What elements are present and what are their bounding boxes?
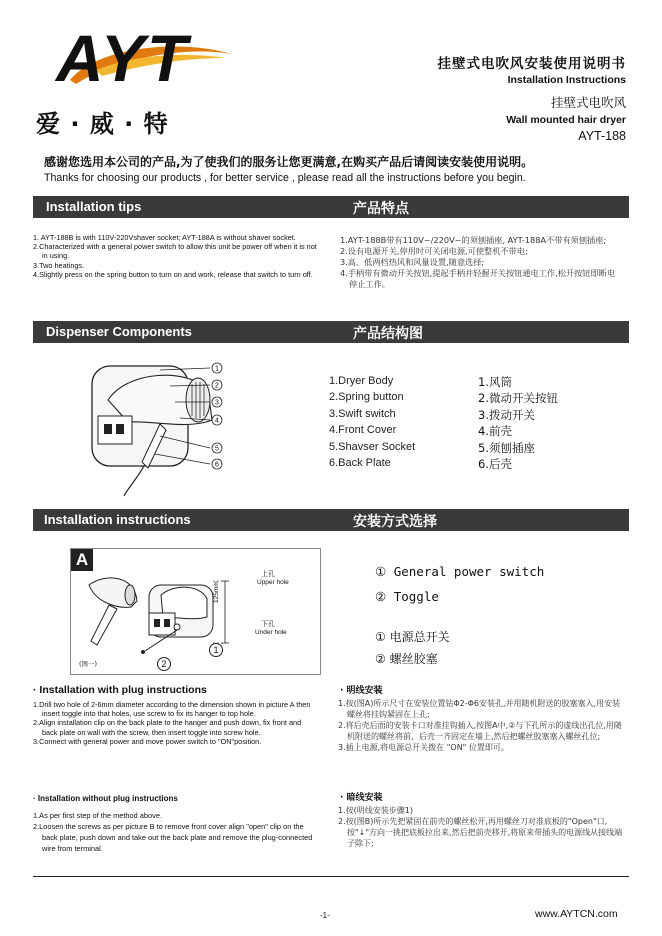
brand-logo	[36, 18, 236, 136]
list-item: 4.手柄带有微动开关按钮,提起手柄并轻握开关按钮通电工作,松开按钮即断电停止工作。	[340, 268, 616, 289]
list-item: 1.按(明线安装步骤1)	[338, 806, 413, 815]
noplug-title-cn: · 暗线安装	[340, 793, 383, 803]
option-item: ① 电源总开关	[375, 630, 450, 644]
page-number: -1-	[320, 911, 330, 920]
list-item: 5.Shavser Socket	[329, 440, 416, 453]
plug-steps-cn	[338, 698, 628, 753]
svg-text:4: 4	[215, 417, 219, 425]
list-item: 3.Two heatings.	[33, 260, 85, 270]
list-item: 2.Align installation clip on the back plate to the hanger and push down, fix front and back plate on wall with the screw, then insert toggle into screw hole.	[33, 718, 302, 737]
title-en: Installation Instructions	[507, 74, 626, 86]
list-item: 3.Connect with general power and move power switch to "ON"position.	[33, 736, 262, 746]
list-item: 6.后壳	[478, 457, 512, 472]
list-item: 1.风筒	[478, 375, 512, 389]
noplug-steps-en	[33, 810, 320, 854]
diagram-a-label: A	[71, 549, 93, 571]
svg-text:3: 3	[215, 399, 219, 407]
list-item: 2.Loosen the screws as per picture B to remove front cover align "open" clip on the back plate, push down and take out the back plate and remove the plug-connected wire from terminal.	[33, 822, 313, 853]
intro-cn: 感谢您选用本公司的产品,为了使我们的服务让您更满意,在购买产品后请阅读安装使用说明。	[44, 155, 534, 169]
list-item: 3.高、低两档热风和风量设置,随意选择;	[340, 257, 485, 267]
figure-caption: (图一)	[79, 660, 98, 668]
section-title-tips-en: Installation tips	[46, 199, 142, 214]
list-item: 1.Drill two hole of 2-6mm diameter according to the dimension shown in picture A then insert toggle into that holes, use screw to fix its hanger to top hole.	[33, 700, 311, 719]
list-item: 2.将后壳后面的安装卡口对准挂钩插入,按图A中,②与下孔所示的虚线出孔位,用随机附送的螺丝将前、后壳一齐固定在墙上,然后把螺丝胶塞塞入螺丝孔位;	[338, 721, 622, 741]
dimension-label: 125mm	[213, 581, 220, 603]
plug-title-cn: · 明线安装	[340, 686, 383, 696]
list-item: 2.Spring button	[329, 391, 404, 404]
list-item: 3.拨动开关	[478, 407, 535, 422]
parts-list-en	[329, 373, 415, 471]
noplug-title-en: · Installation without plug instructions	[33, 794, 178, 803]
list-item: 4.Front Cover	[329, 424, 397, 437]
options-en	[375, 559, 544, 609]
lower-hole-en: Under hole	[255, 629, 287, 636]
tips-cn-list	[340, 235, 620, 290]
product-cn: 挂壁式电吹风	[550, 95, 626, 110]
callout-2: 2	[157, 657, 171, 671]
svg-text:5: 5	[215, 445, 219, 453]
section-title-install-cn: 安装方式选择	[353, 514, 437, 530]
product-en: Wall mounted hair dryer	[506, 114, 626, 126]
list-item: 4.前壳	[478, 424, 512, 439]
list-item: 5.须刨插座	[478, 440, 535, 455]
list-item: 1.按(图A)所示尺寸在安装位置钻Φ2-Φ6安装孔,并用随机附送的胶塞塞入,用安装螺丝将挂钩紧固在上孔;	[338, 699, 621, 719]
plug-steps-en	[33, 700, 313, 746]
section-bar-components	[33, 321, 629, 343]
callout-1: 1	[209, 643, 223, 657]
dryer-installation-drawing	[75, 571, 315, 671]
option-item: ② Toggle	[375, 589, 439, 604]
list-item: 2.Characterized with a general power switch to allow this unit be power off when it is not in using.	[33, 242, 317, 261]
list-item: 1.AYT-188B带有110V~/220V~的须刨插座, AYT-188A不带有须刨插座;	[340, 235, 607, 245]
option-item: ① General power switch	[375, 564, 545, 579]
plug-title-en: · Installation with plug instructions	[33, 684, 207, 696]
list-item: 1. AYT-188B is with 110V-220Vshaver socket; AYT-188A is without shaver socket.	[33, 233, 296, 242]
footer-rule	[33, 876, 629, 877]
list-item: 1.Dryer Body	[329, 375, 394, 387]
logo-wordmark: AYT	[56, 21, 190, 95]
header-block	[326, 52, 626, 143]
svg-text:2: 2	[215, 382, 219, 390]
upper-hole-cn: 上孔	[261, 570, 275, 578]
title-cn: 挂壁式电吹风安装使用说明书	[437, 56, 626, 72]
section-bar-tips	[33, 196, 629, 218]
model-number: AYT-188	[578, 129, 626, 143]
section-title-install-en: Installation instructions	[44, 512, 191, 527]
section-bar-installation	[33, 509, 629, 531]
options-cn	[375, 626, 450, 670]
tips-en-list	[33, 233, 320, 279]
list-item: 2.按(图B)所示先把紧固在前壳的螺丝松开,再用螺丝刀对准底板的"Open"口,按"↓"方向一挑把底板拉出来,然后把前壳移开,将原来带插头的电源线从接线端子除下;	[338, 817, 623, 848]
svg-text:1: 1	[215, 365, 219, 373]
list-item: 4.Slightly press on the spring button to turn on and work, release that switch to turn off.	[33, 269, 313, 279]
footer-url[interactable]: www.AYTCN.com	[535, 908, 618, 920]
section-title-components-en: Dispenser Components	[46, 324, 192, 339]
intro-en: Thanks for choosing our products , for better service , please read all the instructions before you begin.	[44, 172, 526, 184]
diagram-a	[70, 548, 321, 675]
list-item: 3.插上电源,将电源总开关拨在 "ON" 位置即可。	[338, 743, 509, 752]
upper-hole-en: Upper hole	[257, 579, 289, 586]
list-item: 1.As per first step of the method above.	[33, 811, 162, 820]
list-item: 2.设有电源开关,停用时可关闭电源,可使整机不带电;	[340, 246, 528, 256]
logo-chinese: 爱 · 威 · 特	[36, 110, 169, 138]
list-item: 6.Back Plate	[329, 457, 391, 470]
parts-list-cn	[478, 374, 558, 472]
lower-hole-cn: 下孔	[261, 620, 275, 628]
svg-text:6: 6	[215, 461, 219, 469]
component-callouts	[150, 362, 230, 472]
section-title-tips-cn: 产品特点	[353, 201, 409, 217]
noplug-steps-cn	[338, 805, 628, 849]
option-item: ② 螺丝胶塞	[375, 652, 438, 666]
list-item: 3.Swift switch	[329, 407, 396, 420]
section-title-components-cn: 产品结构图	[353, 326, 423, 342]
list-item: 2.微动开关按钮	[478, 391, 558, 406]
